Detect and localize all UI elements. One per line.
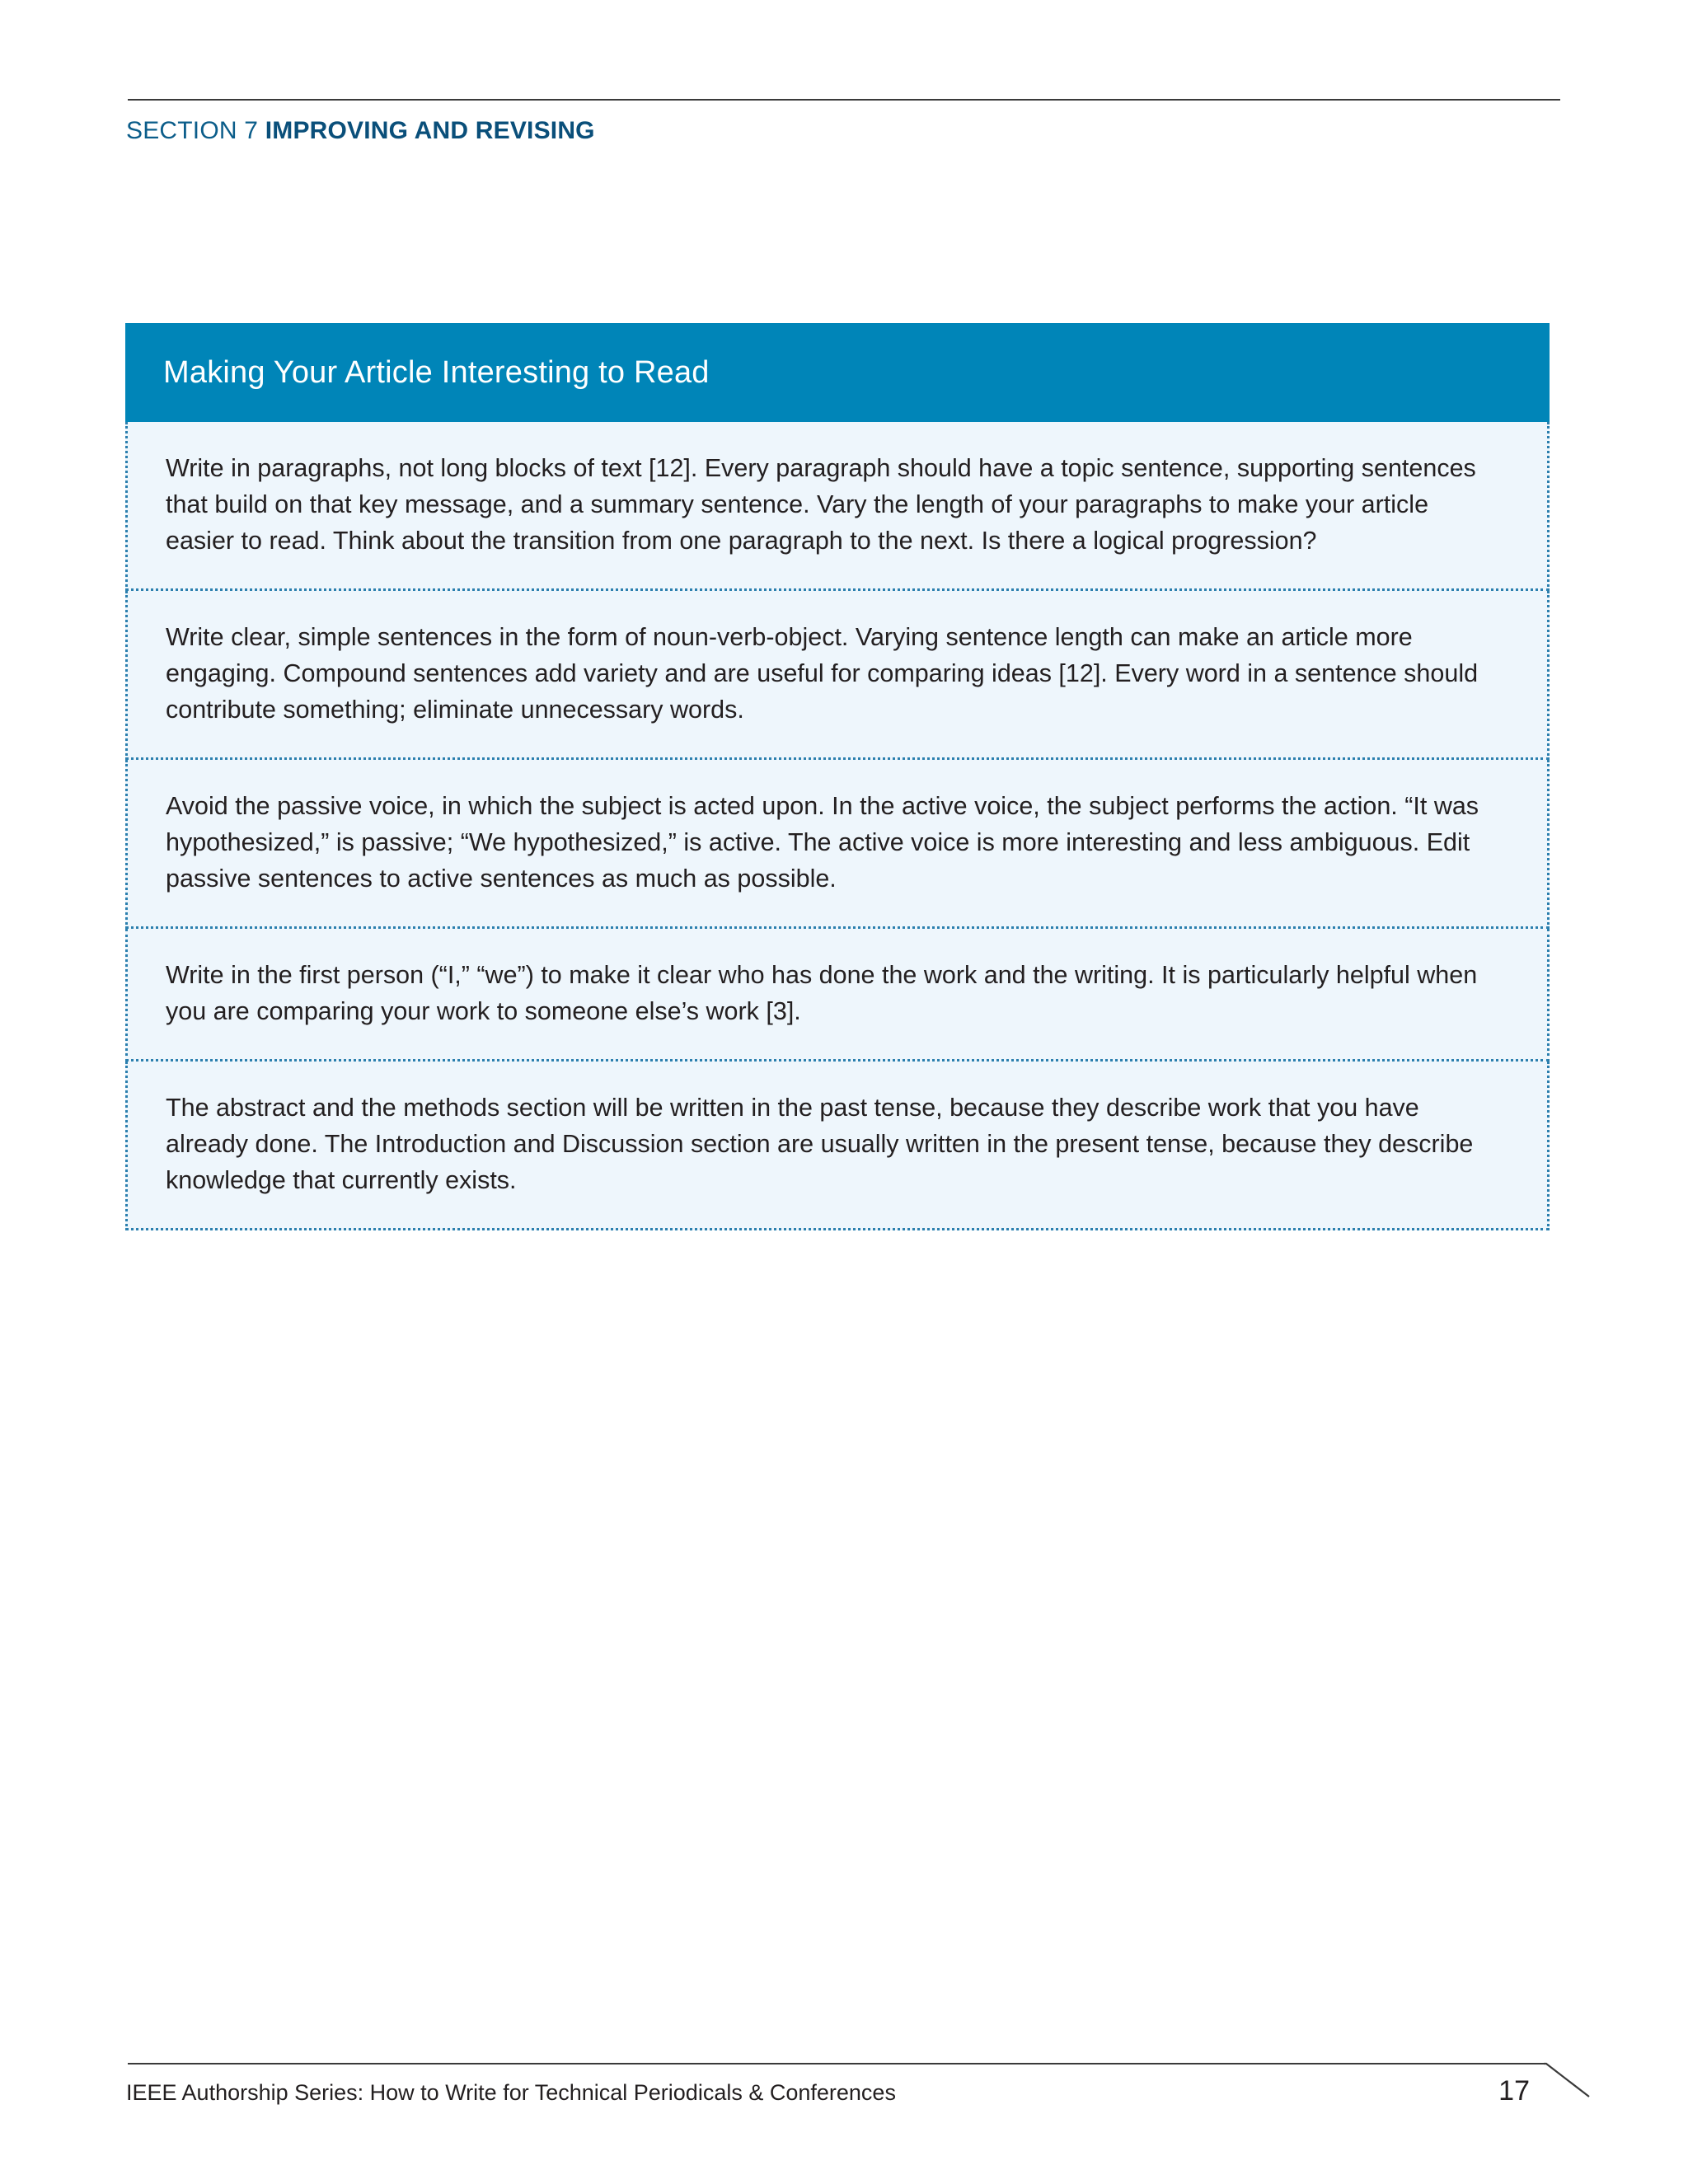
tip-item-paragraphs: Write in paragraphs, not long blocks of text [12]. Every paragraph should have a topic sentence, supporting sentences that build on that key message, and a summary sentence. Vary the length of your paragraphs to make your article easier to read. Think about the transition from one paragraph to the next. Is there a logical progression?: [125, 422, 1550, 591]
tip-box-title: Making Your Article Interesting to Read: [163, 354, 710, 390]
tip-item-first-person: Write in the first person (“I,” “we”) to make it clear who has done the work and the writing. It is particularly helpful when you are comparing your work to someone else’s work [3].: [125, 929, 1550, 1062]
tip-item-tense: The abstract and the methods section will be written in the past tense, because they describe work that you have already done. The Introduction and Discussion section are usually written in the present tense, because they describe knowledge that currently exists.: [125, 1062, 1550, 1230]
section-header: [126, 117, 595, 145]
footer-rule: [128, 2063, 1545, 2064]
section-number: SECTION 7: [126, 117, 259, 144]
page-number: 17: [1498, 2075, 1530, 2107]
tip-box: [125, 323, 1550, 1230]
header-rule: [128, 99, 1560, 101]
tip-box-header: [125, 323, 1550, 422]
footer-corner-mark: [1544, 2055, 1593, 2105]
tip-item-passive-voice: Avoid the passive voice, in which the subject is acted upon. In the active voice, the subject performs the action. “It was hypothesized,” is passive; “We hypothesized,” is active. The active voice is more interesting and less ambiguous. Edit passive sentences to active sentences as much as possible.: [125, 760, 1550, 929]
footer-series-title: IEEE Authorship Series: How to Write for Technical Periodicals & Conferences: [126, 2080, 896, 2105]
section-title: IMPROVING AND REVISING: [265, 117, 595, 144]
tip-item-sentences: Write clear, simple sentences in the form of noun-verb-object. Varying sentence length can make an article more engaging. Compound sentences add variety and are useful for comparing ideas [12]. Every word in a sentence should contribute something; eliminate unnecessary words.: [125, 591, 1550, 760]
